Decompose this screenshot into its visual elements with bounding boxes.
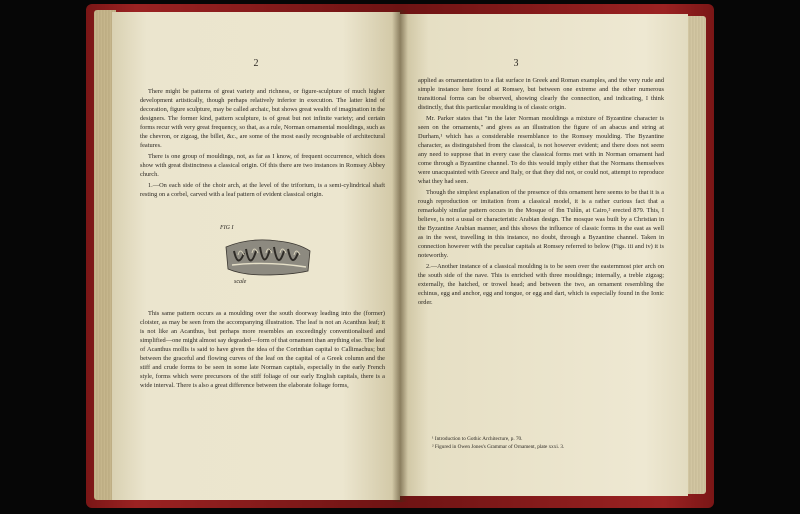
figure-scale-note: scale xyxy=(234,279,247,285)
figure-1 xyxy=(220,225,316,291)
left-text-top xyxy=(140,87,385,199)
left-paragraph-2: There is one group of mouldings, not, as far as I know, of frequent occurrence, which does show with great distinctness a classical origin. Of this there are two instances in Romsey Abbey church. xyxy=(140,153,385,178)
book-gutter xyxy=(392,10,408,502)
left-text-bottom xyxy=(140,309,385,390)
right-paragraph-3: Though the simplest explanation of the presence of this ornament here seems to be that it is a rough reproduction or imitation from a classical model, it is a rather curious fact that a remarkably similar pattern occurs in the Mosque of Ibn Tulûn, at Cairo,² erected 879. This, I believe, is not a usual or characteristic Arabian design. The mosque was built by a Christian in the Byzantine Arabian manner, and this shows the influence of classic forms in the east as well as in the west, travelling in this instance, no doubt, through a Byzantine channel. Taken in connection however with the peculiar capitals at Romsey referred to below (Figs. iii and iv) it is noteworthy. xyxy=(418,189,664,259)
footnote-1: ¹ Introduction to Gothic Architecture, p. 70. xyxy=(432,436,523,442)
left-paragraph-4: This same pattern occurs as a moulding over the south doorway leading into the (former) cloister, as may be seen from the accompanying illustration. The leaf is not an Acanthus leaf; it is not like an Acanthus, but perhaps more resembles an exceedingly conventionalised and simplified—one might almost say degraded—form of that ornament than anything else. The leaf of Acanthus mollis is said to have given the idea of the Corinthian capital to Callimachus; but between the graceful and flowing curves of the leaf on the capital of a Greek column and the stiff and crude forms to be seen in some late Norman capitals, especially in the early French style, forms which were precursors of the stiff foliage of our early English capitals, there is a wide interval. There is also a great difference between the elaborate foliage forms, xyxy=(140,310,385,389)
right-page-number: 3 xyxy=(513,58,519,69)
right-paragraph-2: Mr. Parker states that "in the later Norman mouldings a mixture of Byzantine character is seen on the ornaments," and gives as an illustration the figure of an abacus and string at Durham,¹ which has a considerable resemblance to the Romsey moulding. The Byzantine character, as distinguished from the classical, is not however evident; and there does not seem any need to suppose that in every case the classical forms met with in Norman ornament had come through a Byzantine channel. To do this would imply either that the Normans themselves were unacquainted with Greece and Italy, or that they did not, or could not, attempt to reproduce what they had seen. xyxy=(418,115,664,185)
left-paragraph-3: 1.—On each side of the choir arch, at the level of the triforium, is a semi-cylindrical shaft resting on a corbel, carved with a leaf pattern of evident classical origin. xyxy=(140,182,385,198)
figure-label: FIG I xyxy=(220,225,234,231)
left-page-number: 2 xyxy=(253,58,259,69)
footnote-2: ² Figured in Owen Jones's Grammar of Ornament, plate xxxi. 3. xyxy=(432,443,565,450)
right-text xyxy=(418,76,664,307)
footnotes xyxy=(432,436,662,451)
right-paragraph-1: applied as ornamentation to a flat surface in Greek and Roman examples, and the very rude and simple instance here found at Romsey, but between one extreme and the other numerous transitional forms can be observed, showing clearly the connection, and indicating, I think distinctly, that this particular moulding is of classic origin. xyxy=(418,77,664,111)
right-paragraph-4: 2.—Another instance of a classical moulding is to be seen over the easternmost pier arch on the south side of the nave. This is enriched with three mouldings; internally, a treble zigzag; externally, the hatched, or trowel head; and between the two, an ornament resembling the echinus, egg and anchor, egg and tongue, or egg and dart, which is especially found in the Ionic order. xyxy=(418,263,664,306)
left-paragraph-1: There might be patterns of great variety and richness, or figure-sculpture of much higher development artistically, though perhaps relatively inferior in execution. The latter kind of decoration, figure sculpture, may be called archaic, but shows great wealth of imagination in the designers. The former kind, pattern sculpture, is of great but not infinite variety; and certain forms recur with very great frequency, so that, as a rule, Norman ornamental mouldings, such as the chevron, or zigzag, the billet, &c., are some of the most easily recognisable of architectural features. xyxy=(140,88,385,149)
